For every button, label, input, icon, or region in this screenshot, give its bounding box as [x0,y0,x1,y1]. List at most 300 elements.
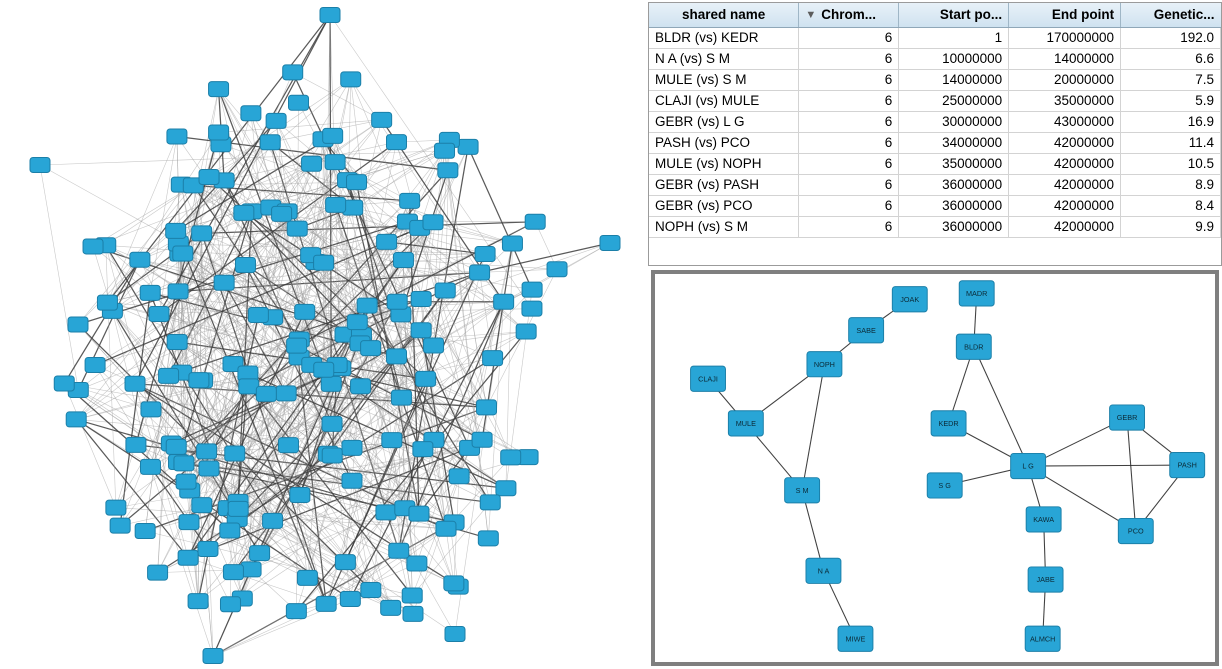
graph-node[interactable] [141,402,161,417]
node-rect[interactable] [276,386,296,401]
node-rect[interactable] [522,301,542,316]
graph-node[interactable] [361,583,381,598]
node-rect[interactable] [256,386,276,401]
node-rect[interactable] [199,461,219,476]
graph-edge[interactable] [219,120,382,133]
node-rect[interactable] [391,390,411,405]
node-rect[interactable] [547,262,567,277]
table-row[interactable] [649,48,1221,69]
graph-node[interactable] [248,307,268,322]
node-rect[interactable] [389,543,409,558]
node-rect[interactable] [600,236,620,251]
graph-node[interactable] [480,495,500,510]
column-header-genetic[interactable] [1121,3,1221,27]
node-rect[interactable] [263,513,283,528]
node-rect[interactable] [347,175,367,190]
sub-network-graph[interactable] [655,274,1215,662]
graph-node[interactable] [501,450,521,465]
graph-node[interactable] [516,324,536,339]
graph-node[interactable] [179,515,199,530]
node-rect[interactable] [220,597,240,612]
graph-node[interactable] [178,550,198,565]
node-rect[interactable] [188,594,208,609]
node-rect[interactable] [198,542,218,557]
node-rect[interactable] [321,376,341,391]
node-rect[interactable] [110,518,130,533]
graph-edge[interactable] [1127,418,1136,531]
graph-node[interactable] [260,135,280,150]
graph-node[interactable] [409,506,429,521]
graph-node[interactable] [400,193,420,208]
node-rect[interactable] [413,442,433,457]
graph-node[interactable] [256,386,276,401]
node-rect[interactable] [176,474,196,489]
node-rect[interactable] [409,506,429,521]
graph-node[interactable] [522,282,542,297]
graph-node[interactable] [478,531,498,546]
node-rect[interactable] [228,501,248,516]
node-rect[interactable] [97,295,117,310]
graph-node[interactable] [176,474,196,489]
node-rect[interactable] [470,265,490,280]
node-rect[interactable] [287,338,307,353]
node-rect[interactable] [239,379,259,394]
graph-node[interactable] [1025,626,1060,651]
graph-node[interactable] [436,521,456,536]
graph-node[interactable] [1028,567,1063,592]
graph-node[interactable] [198,542,218,557]
graph-node[interactable] [228,501,248,516]
column-header-start-point[interactable] [899,3,1009,27]
node-rect[interactable] [323,128,343,143]
graph-node[interactable] [166,223,186,238]
node-rect[interactable] [140,459,160,474]
node-rect[interactable] [314,255,334,270]
node-rect[interactable] [209,82,229,97]
graph-node[interactable] [892,287,927,312]
graph-node[interactable] [287,338,307,353]
graph-node[interactable] [149,306,169,321]
node-rect[interactable] [30,158,50,173]
node-rect[interactable] [322,448,342,463]
graph-node[interactable] [83,239,103,254]
graph-node[interactable] [387,294,407,309]
graph-node[interactable] [341,72,361,87]
graph-node[interactable] [475,247,495,262]
node-rect[interactable] [424,338,444,353]
graph-node[interactable] [1011,453,1046,478]
node-rect[interactable] [278,438,298,453]
graph-node[interactable] [297,570,317,585]
node-rect[interactable] [496,481,516,496]
table-row[interactable] [649,27,1221,48]
graph-node[interactable] [393,252,413,267]
node-rect[interactable] [322,416,342,431]
node-rect[interactable] [477,400,497,415]
node-rect[interactable] [361,341,381,356]
node-rect[interactable] [387,294,407,309]
node-rect[interactable] [209,125,229,140]
graph-node[interactable] [435,143,455,158]
node-rect[interactable] [266,113,286,128]
graph-node[interactable] [691,366,726,391]
table-row[interactable] [649,111,1221,132]
node-rect[interactable] [235,258,255,273]
graph-node[interactable] [168,284,188,299]
node-rect[interactable] [386,135,406,150]
node-rect[interactable] [387,349,407,364]
node-rect[interactable] [478,531,498,546]
graph-node[interactable] [234,205,254,220]
node-rect[interactable] [381,600,401,615]
graph-node[interactable] [444,576,464,591]
graph-node[interactable] [387,349,407,364]
graph-node[interactable] [1118,518,1153,543]
graph-node[interactable] [386,135,406,150]
graph-node[interactable] [209,82,229,97]
graph-node[interactable] [189,373,209,388]
node-rect[interactable] [436,521,456,536]
node-rect[interactable] [66,412,86,427]
graph-node[interactable] [382,433,402,448]
node-rect[interactable] [480,495,500,510]
graph-node[interactable] [54,376,74,391]
node-rect[interactable] [449,469,469,484]
graph-node[interactable] [477,400,497,415]
graph-node[interactable] [325,155,345,170]
node-rect[interactable] [286,604,306,619]
node-rect[interactable] [400,193,420,208]
graph-node[interactable] [407,556,427,571]
node-rect[interactable] [423,215,443,230]
graph-node[interactable] [159,368,179,383]
graph-node[interactable] [347,315,367,330]
graph-node[interactable] [320,8,340,23]
graph-node[interactable] [302,156,322,171]
node-rect[interactable] [125,376,145,391]
node-rect[interactable] [483,351,503,366]
column-header-end-point[interactable] [1009,3,1121,27]
table-row[interactable] [649,69,1221,90]
node-rect[interactable] [525,214,545,229]
graph-node[interactable] [263,513,283,528]
node-rect[interactable] [83,239,103,254]
graph-node[interactable] [266,113,286,128]
node-rect[interactable] [342,473,362,488]
node-rect[interactable] [106,500,126,515]
node-rect[interactable] [85,357,105,372]
graph-node[interactable] [483,351,503,366]
graph-edge[interactable] [1028,465,1187,466]
graph-node[interactable] [276,386,296,401]
graph-node[interactable] [435,283,455,298]
node-rect[interactable] [297,570,317,585]
graph-node[interactable] [130,252,150,267]
graph-node[interactable] [322,416,342,431]
graph-node[interactable] [125,376,145,391]
graph-node[interactable] [148,565,168,580]
node-rect[interactable] [522,282,542,297]
graph-node[interactable] [389,543,409,558]
graph-node[interactable] [956,334,991,359]
node-rect[interactable] [316,596,336,611]
graph-node[interactable] [411,292,431,307]
graph-node[interactable] [600,236,620,251]
graph-node[interactable] [547,262,567,277]
graph-node[interactable] [1110,405,1145,430]
node-rect[interactable] [179,515,199,530]
node-rect[interactable] [403,606,423,621]
node-rect[interactable] [173,246,193,261]
node-rect[interactable] [248,307,268,322]
node-rect[interactable] [260,135,280,150]
graph-node[interactable] [209,125,229,140]
graph-node[interactable] [66,412,86,427]
node-rect[interactable] [472,432,492,447]
node-rect[interactable] [283,65,303,80]
node-rect[interactable] [458,139,478,154]
graph-node[interactable] [470,265,490,280]
graph-edge[interactable] [802,364,824,490]
node-rect[interactable] [168,284,188,299]
graph-node[interactable] [239,379,259,394]
node-rect[interactable] [516,324,536,339]
graph-node[interactable] [335,555,355,570]
graph-node[interactable] [188,594,208,609]
node-rect[interactable] [302,156,322,171]
node-rect[interactable] [376,505,396,520]
graph-node[interactable] [290,487,310,502]
edge-table-panel[interactable] [648,2,1222,266]
graph-edge[interactable] [351,79,480,272]
filter-icon[interactable]: ▼ [805,9,817,22]
node-rect[interactable] [148,565,168,580]
node-rect[interactable] [340,591,360,606]
node-rect[interactable] [197,444,217,459]
graph-node[interactable] [449,469,469,484]
node-rect[interactable] [501,450,521,465]
graph-node[interactable] [411,323,431,338]
graph-node[interactable] [220,523,240,538]
graph-node[interactable] [295,304,315,319]
node-rect[interactable] [167,129,187,144]
graph-node[interactable] [458,139,478,154]
graph-node[interactable] [357,298,377,313]
column-header-chromosome[interactable] [799,3,899,27]
graph-edge[interactable] [480,243,610,272]
graph-node[interactable] [197,444,217,459]
node-rect[interactable] [178,550,198,565]
graph-node[interactable] [314,362,334,377]
graph-node[interactable] [445,627,465,642]
node-rect[interactable] [130,252,150,267]
graph-node[interactable] [199,170,219,185]
node-rect[interactable] [159,368,179,383]
graph-node[interactable] [361,341,381,356]
graph-node[interactable] [351,379,371,394]
graph-node[interactable] [167,129,187,144]
graph-node[interactable] [241,106,261,121]
graph-node[interactable] [192,226,212,241]
node-rect[interactable] [289,95,309,110]
node-rect[interactable] [223,565,243,580]
sub-network-panel[interactable] [651,270,1219,666]
graph-edge[interactable] [974,347,1028,466]
node-rect[interactable] [234,205,254,220]
node-rect[interactable] [68,317,88,332]
node-rect[interactable] [361,583,381,598]
graph-node[interactable] [1170,452,1205,477]
graph-node[interactable] [241,562,261,577]
node-rect[interactable] [407,556,427,571]
graph-node[interactable] [931,411,966,436]
graph-node[interactable] [203,649,223,664]
node-rect[interactable] [241,106,261,121]
node-rect[interactable] [411,292,431,307]
graph-node[interactable] [391,390,411,405]
graph-node[interactable] [785,478,820,503]
node-rect[interactable] [220,523,240,538]
node-rect[interactable] [290,487,310,502]
graph-node[interactable] [30,158,50,173]
graph-node[interactable] [423,215,443,230]
node-rect[interactable] [494,294,514,309]
graph-node[interactable] [402,588,422,603]
graph-node[interactable] [316,596,336,611]
graph-node[interactable] [140,285,160,300]
graph-node[interactable] [472,432,492,447]
node-rect[interactable] [141,402,161,417]
graph-node[interactable] [287,221,307,236]
node-rect[interactable] [225,446,245,461]
graph-node[interactable] [167,335,187,350]
node-rect[interactable] [314,362,334,377]
graph-node[interactable] [106,500,126,515]
graph-node[interactable] [223,565,243,580]
graph-node[interactable] [438,163,458,178]
graph-node[interactable] [174,456,194,471]
graph-node[interactable] [376,505,396,520]
graph-node[interactable] [849,318,884,343]
graph-node[interactable] [110,518,130,533]
graph-node[interactable] [959,281,994,306]
graph-node[interactable] [135,524,155,539]
graph-node[interactable] [166,439,186,454]
node-rect[interactable] [241,562,261,577]
graph-node[interactable] [728,411,763,436]
node-rect[interactable] [174,456,194,471]
node-rect[interactable] [435,283,455,298]
graph-node[interactable] [494,294,514,309]
node-rect[interactable] [335,555,355,570]
node-rect[interactable] [167,335,187,350]
graph-node[interactable] [97,295,117,310]
graph-node[interactable] [525,214,545,229]
node-rect[interactable] [126,437,146,452]
graph-node[interactable] [416,371,436,386]
graph-node[interactable] [214,275,234,290]
node-rect[interactable] [502,236,522,251]
graph-node[interactable] [85,357,105,372]
node-rect[interactable] [325,155,345,170]
graph-node[interactable] [326,197,346,212]
graph-node[interactable] [927,473,962,498]
node-rect[interactable] [438,163,458,178]
node-rect[interactable] [189,373,209,388]
graph-node[interactable] [173,246,193,261]
node-rect[interactable] [475,247,495,262]
node-rect[interactable] [287,221,307,236]
node-rect[interactable] [435,143,455,158]
node-rect[interactable] [192,498,212,513]
node-rect[interactable] [320,8,340,23]
graph-node[interactable] [838,626,873,651]
node-rect[interactable] [416,371,436,386]
graph-node[interactable] [807,352,842,377]
graph-node[interactable] [323,128,343,143]
node-rect[interactable] [135,524,155,539]
node-rect[interactable] [54,376,74,391]
table-row[interactable] [649,216,1221,237]
node-rect[interactable] [214,275,234,290]
graph-node[interactable] [140,459,160,474]
node-rect[interactable] [192,226,212,241]
graph-node[interactable] [68,317,88,332]
graph-node[interactable] [199,461,219,476]
node-rect[interactable] [382,433,402,448]
table-row[interactable] [649,90,1221,111]
graph-node[interactable] [289,95,309,110]
node-rect[interactable] [341,72,361,87]
graph-node[interactable] [381,600,401,615]
node-rect[interactable] [445,627,465,642]
graph-node[interactable] [235,258,255,273]
table-row[interactable] [649,174,1221,195]
node-rect[interactable] [203,649,223,664]
graph-node[interactable] [424,338,444,353]
node-rect[interactable] [199,170,219,185]
graph-node[interactable] [283,65,303,80]
graph-node[interactable] [272,206,292,221]
graph-node[interactable] [1026,507,1061,532]
graph-node[interactable] [377,234,397,249]
graph-node[interactable] [314,255,334,270]
node-rect[interactable] [357,298,377,313]
node-rect[interactable] [444,576,464,591]
node-rect[interactable] [326,197,346,212]
graph-node[interactable] [220,597,240,612]
graph-node[interactable] [278,438,298,453]
node-rect[interactable] [140,285,160,300]
graph-node[interactable] [340,591,360,606]
node-rect[interactable] [411,323,431,338]
node-rect[interactable] [166,223,186,238]
node-rect[interactable] [149,306,169,321]
graph-node[interactable] [250,546,270,561]
graph-node[interactable] [496,481,516,496]
graph-node[interactable] [372,112,392,127]
graph-node[interactable] [321,376,341,391]
node-rect[interactable] [393,252,413,267]
graph-edge[interactable] [40,165,78,390]
graph-node[interactable] [806,558,841,583]
node-rect[interactable] [295,304,315,319]
graph-node[interactable] [126,437,146,452]
node-rect[interactable] [347,315,367,330]
node-rect[interactable] [372,112,392,127]
graph-node[interactable] [322,448,342,463]
node-rect[interactable] [250,546,270,561]
